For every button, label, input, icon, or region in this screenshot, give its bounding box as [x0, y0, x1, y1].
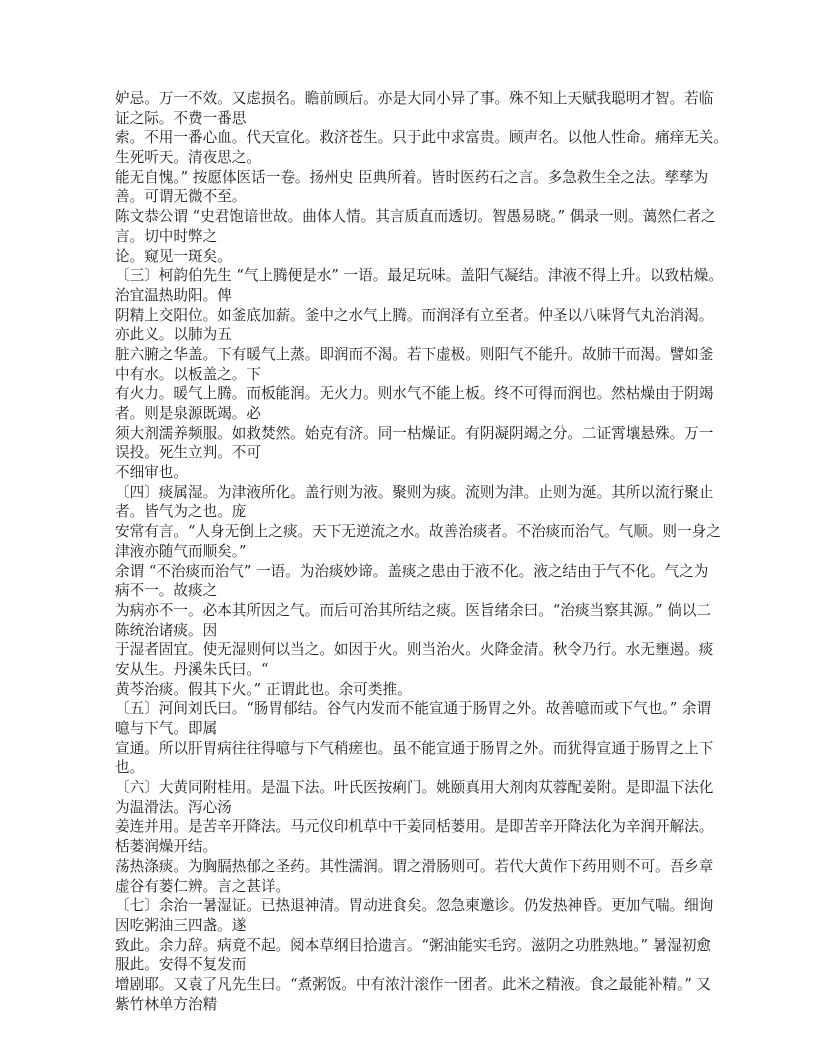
text-line: 紫竹林单方治精: [115, 995, 218, 1013]
text-line: 宣通。所以肝胃病往往得噫与下气稍瘥也。虽不能宣通于肠胃之外。而犹得宣通于肠胃之上下: [115, 739, 714, 757]
text-line: 有火力。暖气上腾。而板能润。无火力。则水气不能上板。终不可得而润也。然枯燥由于阴竭: [115, 385, 714, 403]
text-line: 津液亦随气而顺矣。”: [115, 542, 247, 560]
text-line: 栝蒌润燥开结。: [115, 838, 218, 856]
text-line: 善。可谓无微不至。: [115, 188, 247, 206]
text-line: 不细审也。: [115, 464, 188, 482]
text-line: 亦此义。以肺为五: [115, 326, 232, 344]
text-line: 致此。余力辞。病竟不起。阅本草纲目拾遗言。“粥油能实毛窍。滋阴之功胜熟地。” 暑湿初愈: [115, 936, 712, 954]
section-5-heading-line: 〔五〕河间刘氏曰。“肠胃郁结。谷气内发而不能宣通于肠胃之外。故善噫而或下气也。” 余谓: [115, 700, 712, 718]
text-line: 索。不用一番心血。代天宣化。救济苍生。只于此中求富贵。顾声名。以他人性命。痛痒无关。: [115, 129, 728, 147]
text-line: 论。窥见一斑矣。: [115, 247, 232, 265]
text-line: 服此。安得不复发而: [115, 956, 247, 974]
text-line: 也。: [115, 759, 145, 777]
text-line: 者。则是泉源既竭。必: [115, 405, 261, 422]
text-line: 噫与下气。即属: [115, 720, 218, 737]
text-line: 脏六腑之华盖。下有暖气上蒸。即润而不渴。若下虚极。则阳气不能升。故肺干而渴。譬如釜: [115, 345, 714, 363]
text-line: 能无自愧。” 按愿体医话一卷。扬州史 臣典所着。皆时医药石之言。多急救生全之法。孳孳为: [115, 168, 709, 186]
text-line: 言。切中时弊之: [115, 227, 218, 245]
text-line: 为病亦不一。必本其所因之气。而后可治其所结之痰。医旨绪余曰。“治痰当察其源。” 倘以二: [115, 601, 712, 619]
text-line: 须大剂濡养频服。如救焚然。始克有济。同一枯燥证。有阴凝阴竭之分。二证霄壤悬殊。万一: [115, 424, 714, 442]
text-line: 病不一。故痰之: [115, 582, 218, 600]
text-line: 阴精上交阳位。如釜底加薪。釜中之水气上腾。而润泽有立至者。仲圣以八味肾气丸治消渴。: [115, 306, 714, 324]
text-line: 姜连并用。是苦辛开降法。马元仪印机草中干姜同栝蒌用。是即苦辛开降法化为辛润开解法。: [115, 818, 714, 836]
section-3-heading-line: 〔三〕柯韵伯先生 “气上腾便是水” 一语。最足玩味。盖阳气凝结。津液不得上升。以致枯燥。: [115, 267, 723, 285]
text-line: 中有水。以板盖之。下: [115, 365, 261, 383]
text-line: 安从生。丹溪朱氏曰。“: [115, 660, 269, 678]
section-4-heading-line: 〔四〕痰属湿。为津液所化。盖行则为液。聚则为痰。流则为津。止则为涎。其所以流行聚止: [115, 483, 714, 501]
text-line: 证之际。不费一番思: [115, 109, 247, 127]
text-line: 误投。死生立判。不可: [115, 444, 261, 462]
text-line: 治宜温热助阳。俾: [115, 286, 232, 304]
text-line: 陈文恭公谓 “史君饱谙世故。曲体人情。其言质直而透切。智愚易晓。” 偶录一则。蔼然仁者之: [115, 208, 716, 226]
section-6-heading-line: 〔六〕大黄同附桂用。是温下法。叶氏医按痢门。姚颐真用大剂肉苁蓉配姜附。是即温下法化: [115, 779, 714, 797]
text-line: 因吃粥油三四盏。遂: [115, 916, 247, 934]
text-line: 虚谷有蒌仁辨。言之甚详。: [115, 877, 291, 895]
text-line: 于湿者固宜。使无湿则何以当之。如因于火。则当治火。火降金清。秋令乃行。水无壅遏。痰: [115, 641, 714, 659]
text-line: 安常有言。“人身无倒上之痰。天下无逆流之水。故善治痰者。不治痰而治气。气顺。则一身之: [115, 523, 721, 541]
document-page: [115, 89, 728, 1014]
text-line: 增剧耶。又袁了凡先生曰。“煮粥饭。中有浓汁滚作一团者。此米之精液。食之最能补精。” 又: [115, 975, 712, 993]
text-line: 生死听天。清夜思之。: [115, 149, 261, 167]
section-7-heading-line: 〔七〕余治一暑湿证。已热退神清。胃动进食矣。忽急柬邀诊。仍发热神昏。更加气喘。细询: [115, 897, 714, 915]
text-line: 为温滑法。泻心汤: [115, 798, 232, 816]
text-line: 者。皆气为之也。庞: [115, 503, 247, 521]
text-line: 荡热涤痰。为胸膈热郁之圣药。其性濡润。谓之滑肠则可。若代大黄作下药用则不可。吾乡章: [115, 857, 714, 875]
text-line: 陈统治诸痰。因: [115, 621, 218, 639]
text-line: 妒忌。万一不效。又虑损名。瞻前顾后。亦是大同小异了事。殊不知上天赋我聪明才智。若临: [115, 90, 714, 107]
text-line: 余谓 “不治痰而治气” 一语。为治痰妙谛。盖痰之患由于液不化。液之结由于气不化。气之为: [115, 562, 709, 580]
text-line: 黄芩治痰。假其下火。” 正谓此也。余可类推。: [115, 680, 412, 698]
